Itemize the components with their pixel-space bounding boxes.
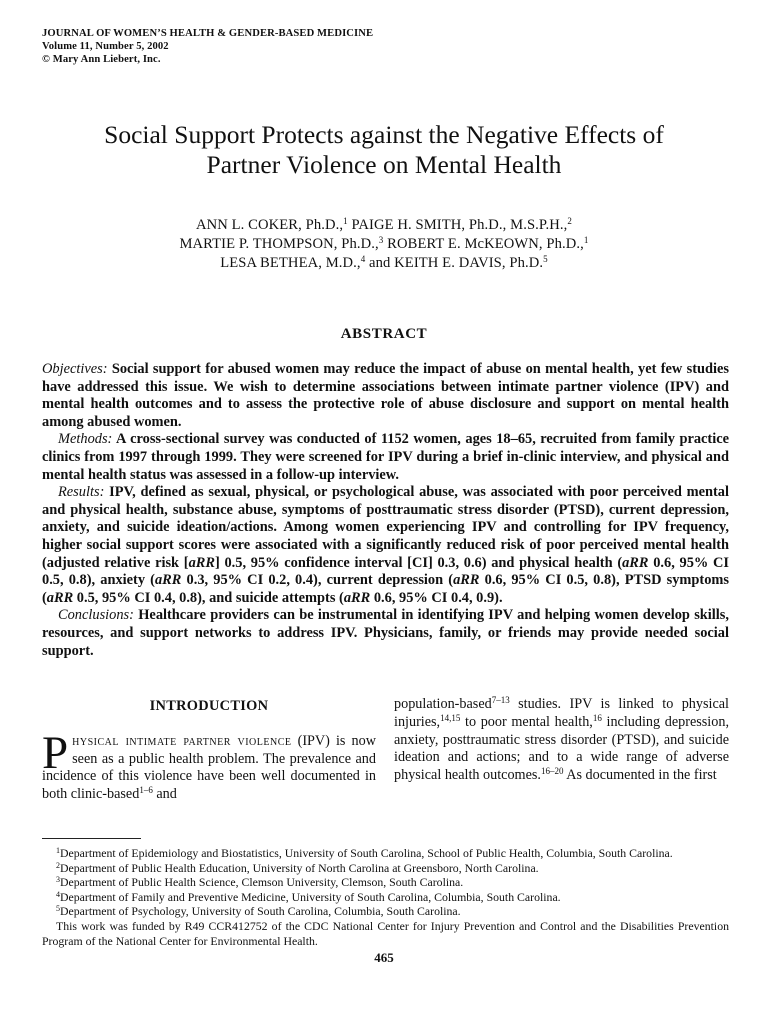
author-name: ROBERT E. McKEOWN, Ph.D., [383,236,584,252]
abstract-results [42,484,729,607]
objectives-label: Objectives: [42,361,108,377]
intro-paragraph [42,726,376,804]
footnote [42,861,729,876]
author-line-1 [30,216,738,235]
intro-text: and [152,786,177,803]
footnote [42,904,729,919]
intro-text: population-based [394,696,492,712]
journal-name: JOURNAL OF WOMEN’S HEALTH & GENDER-BASED MEDICINE [42,28,374,39]
journal-copyright: © Mary Ann Liebert, Inc. [42,54,161,65]
citation: 16–20 [540,766,564,777]
intro-text: As documented in the first [563,767,717,784]
results-text: ] 0.5, 95% confidence interval [CI] 0.3, 0.6) and physical health ( [214,554,623,571]
funding-text: This work was funded by R49 CCR412752 of the CDC National Center for Injury Prevention and Control and the Disabilities Prevention Program of the National Center for Environmental Health. [42,918,729,948]
funding-note [42,919,729,948]
article-title [30,120,738,180]
journal-volume: Volume 11, Number 5, 2002 [42,41,169,52]
footnote [42,890,729,905]
author-affiliation: 2 [567,216,573,226]
results-text: 0.6, 95% CI 0.4, 0.9). [370,589,503,606]
citation: 1–6 [139,785,153,796]
citation: 14,15 [440,712,461,723]
conclusions-text: Healthcare providers can be instrumental in identifying IPV and helping women develop skills, resources, and support networks to address IPV. Physicians, family, or friends may provide needed social support. [42,607,729,659]
footnote [42,875,729,890]
intro-paragraph-continued [394,696,729,785]
author-affiliation: 5 [543,254,548,264]
objectives-text: Social support for abused women may reduce the impact of abuse on mental health, yet few studies have addressed this issue. We wish to determine associations between intimate partner violence (IPV) and mental health outcomes and to assess the protective role of abuse disclosure and support on mental health among abused women. [42,361,729,430]
author-name: LESA BETHEA, M.D., [220,255,361,271]
author-affiliation: 3 [378,235,384,245]
footnote-marker: 4 [56,889,60,899]
intro-text: to poor mental health, [460,713,593,730]
footnote-text: Department of Public Health Science, Clemson University, Clemson, South Carolina. [60,875,464,890]
abstract-conclusions [42,607,729,660]
author-name: PAIGE H. SMITH, Ph.D., M.S.P.H., [347,217,568,233]
abstract-objectives [42,361,729,431]
title-line-1: Social Support Protects against the Negative Effects of [104,120,664,149]
introduction-heading: INTRODUCTION [149,698,269,714]
footnote-text: Department of Epidemiology and Biostatistics, University of South Carolina, School of Public Health, Columbia, South Carolina. [60,846,673,860]
intro-text: including depression, anxiety, posttraumatic stress disorder (PTSD), and suicide ideation and actions; and to a wide range of adverse physical health outcomes. [394,713,729,784]
page-number: 465 [374,950,394,965]
intro-smallcaps: hysical intimate partner violence [72,732,292,749]
intro-left-column [42,698,376,804]
results-text: 0.6, 95% CI 0.5, 0.8), PTSD symptoms ( [42,572,729,606]
arr-term: aRR [453,572,480,589]
results-text: 0.3, 95% CI 0.2, 0.4), current depression ( [181,572,454,589]
author-name: MARTIE P. THOMPSON, Ph.D., [179,236,379,252]
author-name: ANN L. COKER, Ph.D., [195,217,344,233]
methods-text: A cross-sectional survey was conducted of 1152 women, ages 18–65, recruited from family practice clinics from 1997 through 1999. They were screened for IPV during a brief in-clinic interview, and physical and mental health status was assessed in a follow-up interview. [42,431,729,483]
title-line-2: Partner Violence on Mental Health [206,150,562,179]
author-line-2 [30,235,738,254]
footnote-marker: 5 [56,904,60,914]
footnote-text: Department of Family and Preventive Medicine, University of South Carolina, Columbia, South Carolina. [60,889,561,904]
results-text: 0.6, 95% CI 0.5, 0.8), anxiety ( [42,554,729,589]
intro-text: studies. IPV is linked to physical injuries, [394,696,729,730]
intro-right-column [394,696,729,785]
footnote-marker: 2 [56,860,60,870]
results-text: 0.5, 95% CI 0.4, 0.8), and suicide attempts ( [73,589,344,606]
drop-cap: P [42,726,69,779]
arr-term: aRR [622,554,649,571]
author-affiliation: 1 [583,235,589,245]
author-list [30,216,738,273]
arr-term: aRR [154,572,182,589]
footnote-text: Department of Public Health Education, University of North Carolina at Greensboro, North Carolina. [60,860,539,875]
methods-label: Methods: [58,431,113,448]
abstract-heading: ABSTRACT [340,326,428,342]
author-affiliation: 4 [360,254,366,264]
footnotes [42,846,729,948]
footnote-divider [42,838,141,839]
footnote [42,846,729,861]
abstract-body [42,361,729,660]
citation: 16 [592,712,602,723]
results-label: Results: [58,484,105,501]
arr-term: aRR [46,589,74,606]
results-text: IPV, defined as sexual, physical, or psychological abuse, was associated with poor perceived mental and physical health, substance abuse, symptoms of posttraumatic stress disorder (PTSD), current depression, anxiety, and suicide ideation/actions. Among women experiencing IPV and controlling for IPV frequency, higher social support scores were associated with a significantly reduced risk of poor perceived mental health (adjusted relative risk [ [42,484,729,571]
journal-header [42,27,542,66]
footnote-text: Department of Psychology, University of South Carolina, Columbia, South Carolina. [60,904,461,919]
intro-text: (IPV) is now seen as a public health problem. The prevalence and incidence of this violence have been well documented in both clinic-based [42,732,376,803]
author-affiliation: 1 [343,216,348,226]
author-line-3 [30,254,738,273]
arr-term: aRR [188,554,215,571]
abstract-methods [42,431,729,484]
footnote-marker: 3 [56,875,60,885]
citation: 7–13 [491,695,510,705]
footnote-marker: 1 [56,846,60,855]
conclusions-label: Conclusions: [58,607,134,624]
arr-term: aRR [343,589,371,606]
author-name: and KEITH E. DAVIS, Ph.D. [365,255,544,271]
